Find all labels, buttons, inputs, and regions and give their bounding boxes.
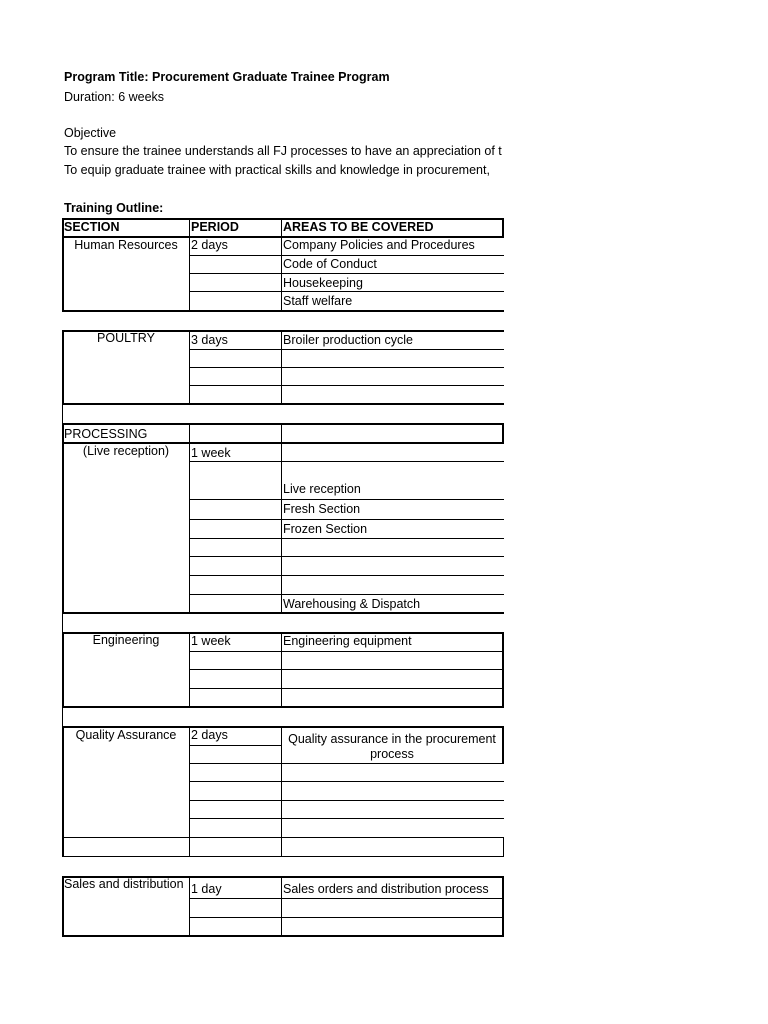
area-housekeeping: Housekeeping <box>283 276 363 290</box>
area-frozen-section: Frozen Section <box>283 522 368 536</box>
column-header-period: PERIOD <box>191 220 239 234</box>
column-header-section: SECTION <box>64 220 120 234</box>
section-quality-assurance: Quality Assurance <box>75 728 177 742</box>
section-processing: PROCESSING <box>64 427 148 441</box>
section-sales-distribution: Sales and distribution <box>64 877 184 891</box>
area-fresh-section: Fresh Section <box>283 502 361 516</box>
period-quality-assurance: 2 days <box>191 728 228 742</box>
area-qa-procurement-process: Quality assurance in the procurement process <box>288 732 496 761</box>
objective-line-2: To equip graduate trainee with practical skills and knowledge in procurement, <box>64 163 490 177</box>
section-human-resources: Human Resources <box>74 238 178 252</box>
period-engineering: 1 week <box>191 634 231 648</box>
column-header-areas: AREAS TO BE COVERED <box>283 220 434 234</box>
objective-line-1: To ensure the trainee understands all FJ processes to have an appreciation of t <box>64 144 502 158</box>
area-staff-welfare: Staff welfare <box>283 294 353 308</box>
subsection-live-reception: (Live reception) <box>82 444 170 458</box>
period-poultry: 3 days <box>191 333 228 347</box>
area-warehousing-dispatch: Warehousing & Dispatch <box>283 597 421 611</box>
area-code-of-conduct: Code of Conduct <box>283 257 377 271</box>
area-live-reception: Live reception <box>283 482 361 496</box>
duration: Duration: 6 weeks <box>64 90 165 104</box>
program-title: Program Title: Procurement Graduate Trainee Program <box>64 70 390 84</box>
area-company-policies: Company Policies and Procedures <box>283 238 475 252</box>
area-engineering-equipment: Engineering equipment <box>283 634 412 648</box>
section-poultry: POULTRY <box>97 331 155 345</box>
period-sales-distribution: 1 day <box>191 882 222 896</box>
period-processing: 1 week <box>191 446 231 460</box>
area-broiler-production: Broiler production cycle <box>283 333 413 347</box>
area-sales-orders: Sales orders and distribution process <box>283 882 489 896</box>
training-outline-heading: Training Outline: <box>64 201 164 215</box>
section-engineering: Engineering <box>92 633 160 647</box>
period-human-resources: 2 days <box>191 238 228 252</box>
objective-heading: Objective <box>64 126 117 140</box>
